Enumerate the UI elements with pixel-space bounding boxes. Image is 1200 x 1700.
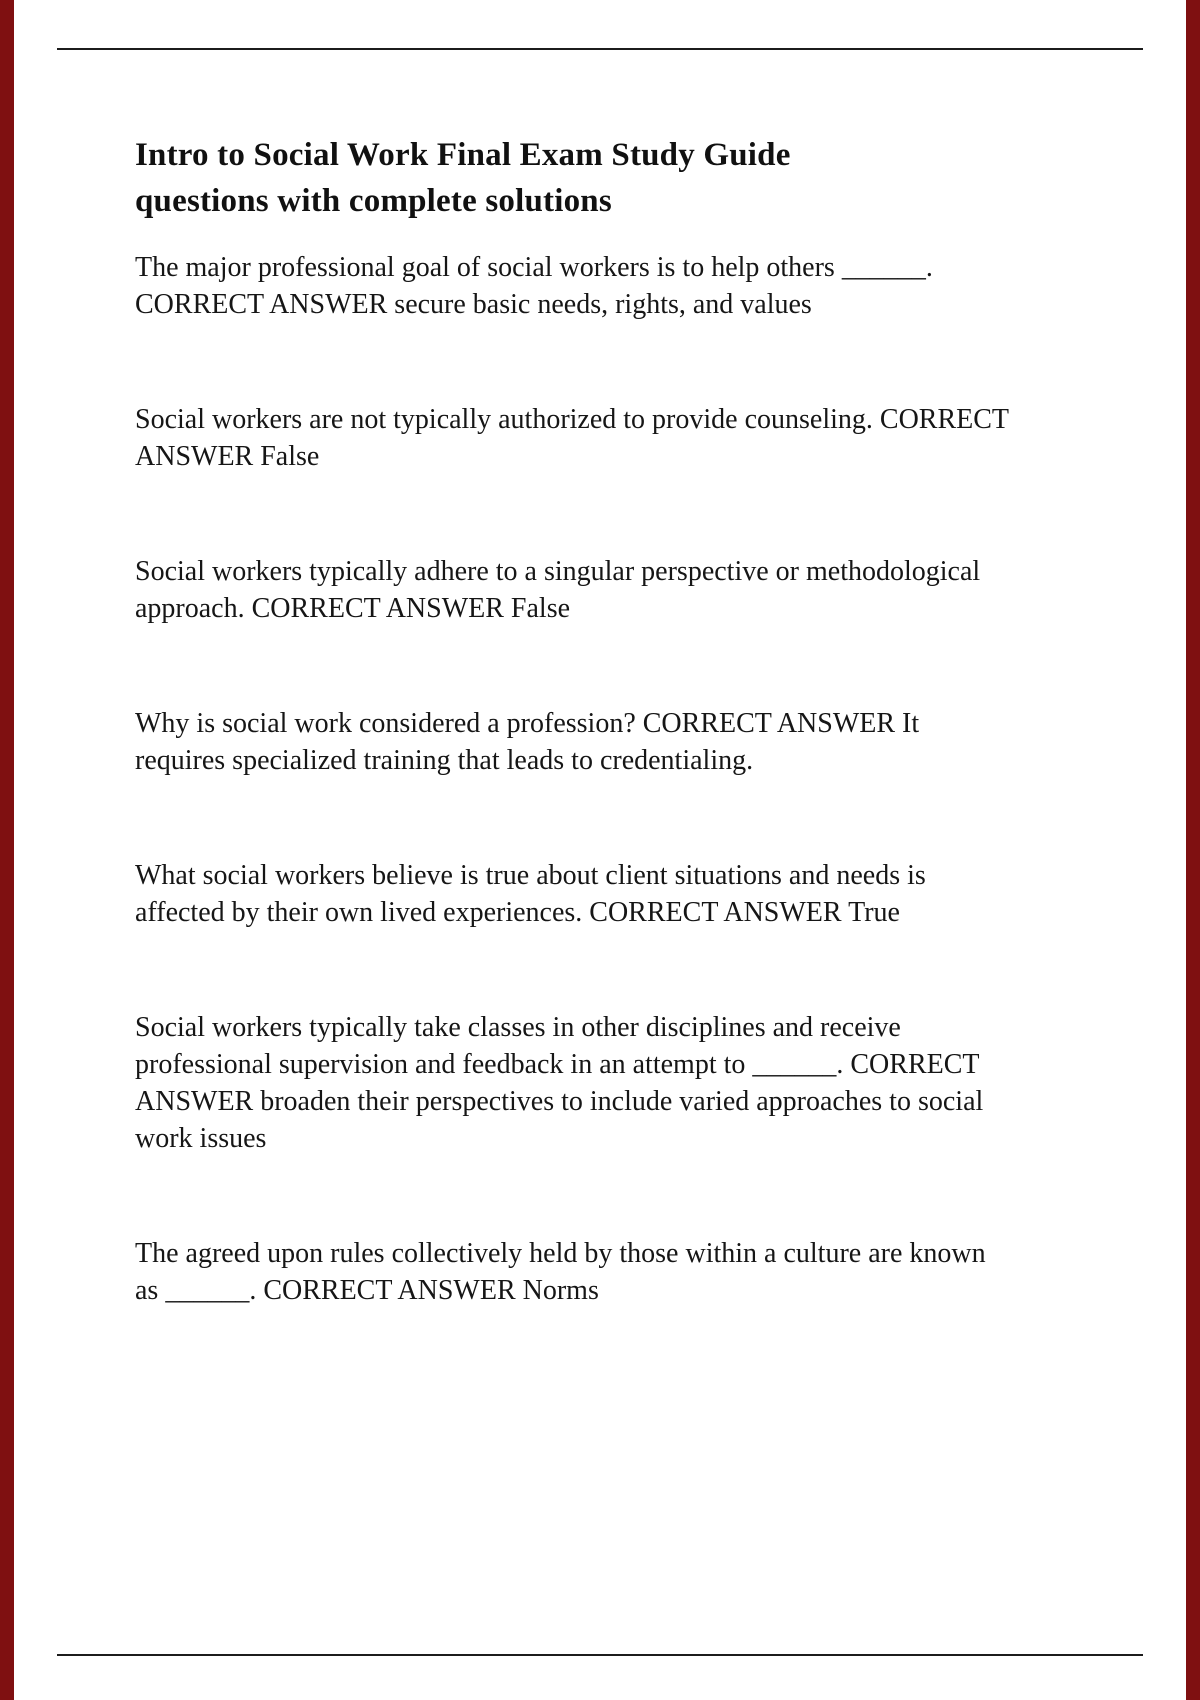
qa-paragraph: Social workers are not typically authorized to provide counseling. CORRECT ANSWER False bbox=[135, 404, 1009, 473]
qa-paragraph: What social workers believe is true about client situations and needs is affected by their own lived experiences. CORRECT ANSWER True bbox=[135, 860, 926, 928]
qa-paragraph: Social workers typically take classes in other disciplines and receive professional supervision and feedback in an attempt to ______. CORRECT ANSWER broaden their perspectives to include varied approaches to social work issues bbox=[135, 1011, 984, 1154]
qa-paragraph: Social workers typically adhere to a singular perspective or methodological approach. CORRECT ANSWER False bbox=[135, 556, 981, 625]
qa-paragraph: The agreed upon rules collectively held by those within a culture are known as ______. CORRECT ANSWER Norms bbox=[135, 1237, 986, 1306]
right-edge-decorative-bar bbox=[1186, 0, 1200, 1700]
document-content bbox=[135, 132, 1015, 1310]
document-title bbox=[135, 132, 1015, 224]
top-horizontal-rule bbox=[57, 48, 1143, 50]
qa-paragraph: The major professional goal of social workers is to help others ______. CORRECT ANSWER secure basic needs, rights, and values bbox=[135, 252, 933, 321]
left-edge-decorative-bar bbox=[0, 0, 14, 1700]
document-title-line2: questions with complete solutions bbox=[135, 183, 612, 220]
document-title-line1: Intro to Social Work Final Exam Study Guide bbox=[135, 137, 791, 173]
bottom-horizontal-rule bbox=[57, 1654, 1143, 1656]
qa-paragraph: Why is social work considered a profession? CORRECT ANSWER It requires specialized training that leads to credentialing. bbox=[135, 708, 920, 777]
